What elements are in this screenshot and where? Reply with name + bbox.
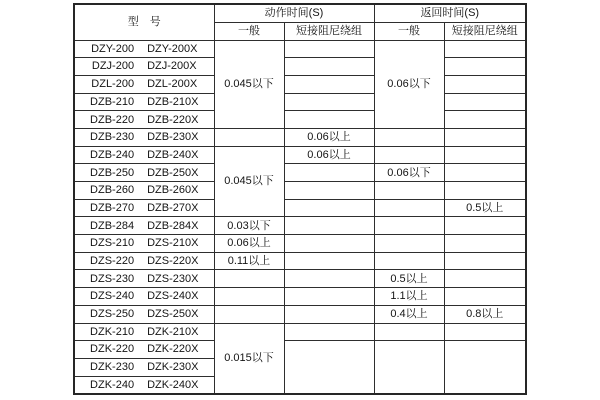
header-return-time: 返回时间(S): [374, 4, 526, 22]
return-general-cell: [374, 146, 444, 164]
return-general-cell: [374, 199, 444, 217]
action-damping-cell: [284, 305, 374, 323]
action-general-cell: 0.045以下: [214, 40, 284, 128]
model-cell: [74, 40, 214, 58]
model-name: DZK-210: [90, 325, 135, 338]
table-row: [74, 40, 526, 58]
action-damping-cell: [284, 252, 374, 270]
table-row: [74, 146, 526, 164]
model-name-x: DZS-240X: [147, 290, 199, 303]
model-cell: [74, 376, 214, 394]
model-cell: [74, 199, 214, 217]
model-cell: [74, 164, 214, 182]
model-pair: [75, 202, 214, 214]
action-general-cell: [214, 288, 284, 306]
model-name-x: DZK-230X: [147, 361, 199, 374]
return-damping-cell: [444, 235, 526, 253]
model-name: DZB-210: [90, 95, 135, 108]
action-damping-cell: [284, 111, 374, 129]
table-row: [74, 182, 526, 200]
model-name-x: DZB-284X: [147, 219, 199, 232]
action-damping-cell: [284, 235, 374, 253]
model-name-x: DZS-230X: [147, 272, 199, 285]
table-body: [74, 40, 526, 394]
return-general-cell: [374, 341, 444, 394]
model-name: DZK-220: [90, 343, 135, 356]
return-general-cell: 1.1以上: [374, 288, 444, 306]
return-damping-cell: [444, 75, 526, 93]
table-row: [74, 164, 526, 182]
table-row: [74, 305, 526, 323]
header-model: 型 号: [74, 4, 214, 40]
action-damping-cell: [284, 217, 374, 235]
model-name-x: DZB-220X: [147, 113, 199, 126]
action-damping-cell: [284, 40, 374, 58]
model-name: DZB-240: [90, 148, 135, 161]
model-pair: [75, 237, 214, 249]
model-pair: [75, 60, 214, 72]
return-damping-cell: [444, 128, 526, 146]
model-name: DZB-230: [90, 131, 135, 144]
return-general-cell: [374, 235, 444, 253]
model-name-x: DZB-260X: [147, 184, 199, 197]
action-damping-cell: [284, 341, 374, 394]
model-pair: [75, 220, 214, 232]
table-row: [74, 341, 526, 359]
action-general-cell: [214, 128, 284, 146]
model-name-x: DZK-240X: [147, 378, 199, 391]
table-row: [74, 252, 526, 270]
table-row: [74, 111, 526, 129]
return-general-cell: [374, 182, 444, 200]
model-cell: [74, 217, 214, 235]
return-general-cell: [374, 252, 444, 270]
return-general-cell: 0.4以上: [374, 305, 444, 323]
model-name: DZB-284: [90, 219, 135, 232]
model-pair: [75, 308, 214, 320]
model-pair: [75, 184, 214, 196]
model-name: DZB-260: [90, 184, 135, 197]
model-cell: [74, 358, 214, 376]
model-pair: [75, 273, 214, 285]
return-general-cell: [374, 323, 444, 341]
model-name-x: DZB-210X: [147, 95, 199, 108]
model-name-x: DZK-220X: [147, 343, 199, 356]
model-name-x: DZB-240X: [147, 148, 199, 161]
model-name-x: DZB-230X: [147, 131, 199, 144]
model-cell: [74, 58, 214, 76]
model-pair: [75, 343, 214, 355]
return-general-cell: 0.5以上: [374, 270, 444, 288]
model-pair: [75, 361, 214, 373]
model-cell: [74, 288, 214, 306]
model-cell: [74, 270, 214, 288]
return-damping-cell: [444, 146, 526, 164]
header-row-groups: [74, 4, 526, 22]
header-action-time: 动作时间(S): [214, 4, 374, 22]
action-damping-cell: [284, 199, 374, 217]
action-damping-cell: 0.06以上: [284, 146, 374, 164]
return-damping-cell: [444, 93, 526, 111]
model-name-x: DZK-210X: [147, 325, 199, 338]
action-damping-cell: [284, 270, 374, 288]
model-cell: [74, 146, 214, 164]
action-general-cell: 0.03以下: [214, 217, 284, 235]
action-damping-cell: [284, 288, 374, 306]
model-name: DZS-220: [90, 255, 135, 268]
model-name-x: DZB-250X: [147, 166, 199, 179]
return-damping-cell: [444, 40, 526, 58]
action-general-cell: 0.06以上: [214, 235, 284, 253]
return-damping-cell: [444, 111, 526, 129]
table-row: [74, 288, 526, 306]
relay-timing-spec-table: [73, 3, 527, 395]
model-pair: [75, 78, 214, 90]
model-pair: [75, 96, 214, 108]
model-name-x: DZS-210X: [147, 237, 199, 250]
model-name: DZK-230: [90, 361, 135, 374]
model-pair: [75, 255, 214, 267]
return-damping-cell: [444, 323, 526, 341]
model-pair: [75, 290, 214, 302]
header-return-damping: 短接阻尼绕组: [444, 22, 526, 40]
action-general-cell: [214, 305, 284, 323]
action-damping-cell: [284, 182, 374, 200]
header-return-general: 一般: [374, 22, 444, 40]
return-damping-cell: [444, 270, 526, 288]
action-damping-cell: [284, 75, 374, 93]
return-damping-cell: 0.5以上: [444, 199, 526, 217]
return-damping-cell: [444, 217, 526, 235]
action-general-cell: 0.015以下: [214, 323, 284, 394]
model-name-x: DZY-200X: [147, 42, 198, 55]
return-general-cell: [374, 217, 444, 235]
action-damping-cell: 0.06以上: [284, 128, 374, 146]
model-cell: [74, 323, 214, 341]
return-general-cell: [374, 128, 444, 146]
model-cell: [74, 235, 214, 253]
model-pair: [75, 114, 214, 126]
model-name-x: DZL-200X: [147, 78, 198, 91]
header-action-damping: 短接阻尼绕组: [284, 22, 374, 40]
return-damping-cell: [444, 341, 526, 394]
action-general-cell: 0.045以下: [214, 146, 284, 217]
model-name-x: DZS-220X: [147, 255, 199, 268]
model-cell: [74, 93, 214, 111]
model-cell: [74, 111, 214, 129]
action-general-cell: 0.11以上: [214, 252, 284, 270]
model-cell: [74, 128, 214, 146]
model-pair: [75, 149, 214, 161]
model-pair: [75, 131, 214, 143]
return-damping-cell: 0.8以上: [444, 305, 526, 323]
model-name: DZB-270: [90, 201, 135, 214]
return-damping-cell: [444, 164, 526, 182]
table-row: [74, 128, 526, 146]
return-damping-cell: [444, 252, 526, 270]
model-name: DZY-200: [91, 42, 135, 55]
table-row: [74, 58, 526, 76]
table-row: [74, 217, 526, 235]
model-name: DZL-200: [91, 78, 135, 91]
table-row: [74, 93, 526, 111]
return-damping-cell: [444, 288, 526, 306]
model-name: DZB-220: [90, 113, 135, 126]
model-name: DZK-240: [90, 378, 135, 391]
return-damping-cell: [444, 182, 526, 200]
model-name: DZS-230: [90, 272, 135, 285]
model-name-x: DZB-270X: [147, 201, 199, 214]
action-damping-cell: [284, 323, 374, 341]
action-damping-cell: [284, 93, 374, 111]
table-row: [74, 323, 526, 341]
model-cell: [74, 252, 214, 270]
model-pair: [75, 43, 214, 55]
model-cell: [74, 182, 214, 200]
model-name: DZB-250: [90, 166, 135, 179]
model-cell: [74, 341, 214, 359]
action-damping-cell: [284, 164, 374, 182]
table-header: [74, 4, 526, 40]
header-action-general: 一般: [214, 22, 284, 40]
model-cell: [74, 305, 214, 323]
model-cell: [74, 75, 214, 93]
model-name: DZJ-200: [91, 60, 135, 73]
model-pair: [75, 326, 214, 338]
model-pair: [75, 167, 214, 179]
return-general-cell: 0.06以下: [374, 40, 444, 128]
table-row: [74, 75, 526, 93]
table-row: [74, 199, 526, 217]
table-row: [74, 270, 526, 288]
model-name-x: DZJ-200X: [147, 60, 197, 73]
return-general-cell: 0.06以下: [374, 164, 444, 182]
model-name: DZS-250: [90, 308, 135, 321]
table-row: [74, 235, 526, 253]
model-pair: [75, 379, 214, 391]
action-general-cell: [214, 270, 284, 288]
model-name-x: DZS-250X: [147, 308, 199, 321]
model-name: DZS-240: [90, 290, 135, 303]
model-name: DZS-210: [90, 237, 135, 250]
return-damping-cell: [444, 58, 526, 76]
action-damping-cell: [284, 58, 374, 76]
